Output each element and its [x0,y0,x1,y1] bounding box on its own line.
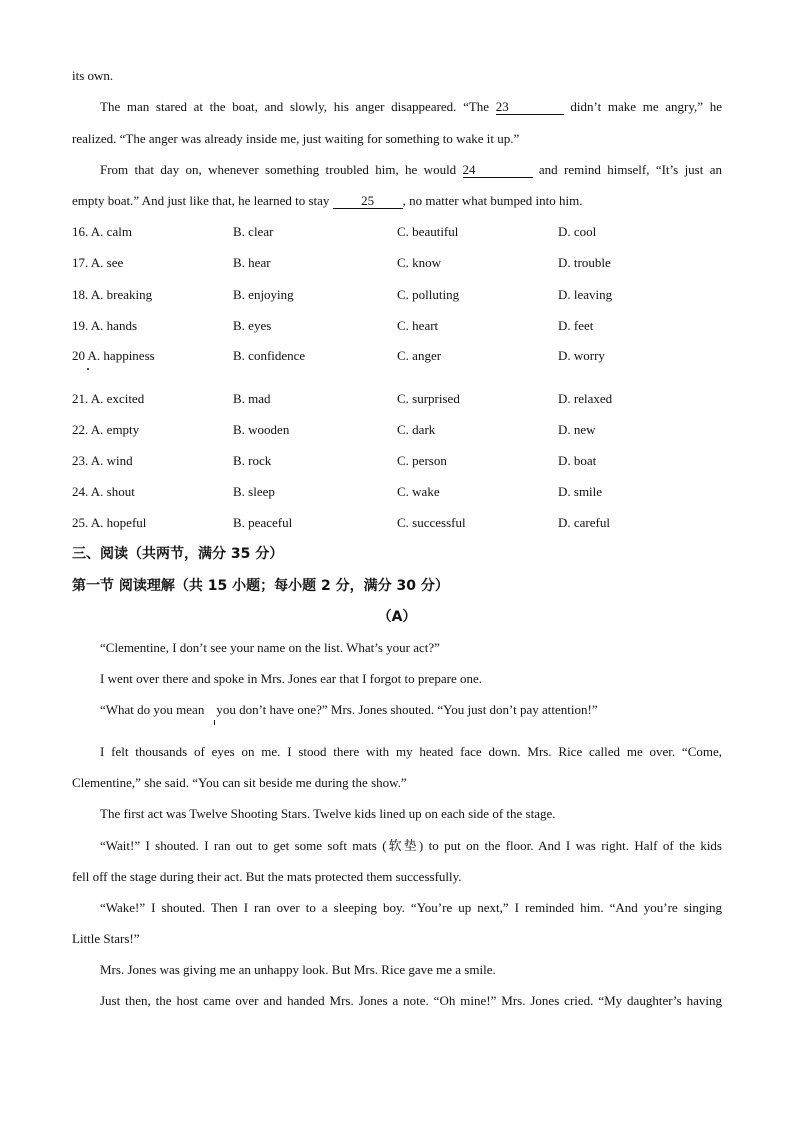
text-segment: empty boat.” And just like that, he learned to stay [72,193,333,208]
option-row [72,348,722,364]
option-row [72,287,722,303]
paragraph-line: Mrs. Jones was giving me an unhappy look. But Mrs. Rice gave me a smile. [100,962,496,977]
option-d: D. leaving [558,287,613,302]
paragraph-line: “Clementine, I don’t see your name on the list. What’s your act?” [100,640,440,655]
text-line: its own. [72,68,114,83]
option-d: D. boat [558,453,597,468]
text-segment: and remind himself, “It’s just an [532,162,722,177]
option-b: B. hear [233,255,271,270]
text-segment: “What do you mean [100,702,205,717]
blank-24: 24 [463,163,533,178]
paragraph-line: Clementine,” she said. “You can sit beside me during the show.” [72,775,407,790]
blank-25: 25 [333,194,403,209]
paragraph-line: “Wait!” I shouted. I ran out to get some soft mats (软垫) to put on the floor. And I was right. Half of the kids [100,838,722,853]
option-c: C. heart [397,318,439,333]
text-segment: From that day on, whenever something troubled him, he would [100,162,463,177]
option-a: 25. A. hopeful [72,515,147,530]
text-segment: The man stared at the boat, and slowly, his anger disappeared. “The [100,99,496,114]
option-b: B. confidence [233,348,306,363]
option-c: C. know [397,255,442,270]
option-row [72,422,722,438]
option-d: D. trouble [558,255,611,270]
option-b: B. mad [233,391,271,406]
option-a: 24. A. shout [72,484,135,499]
option-a: 19. A. hands [72,318,137,333]
option-row [72,391,722,407]
option-row [72,453,722,469]
blank-23: 23 [496,100,564,115]
option-c: C. beautiful [397,224,459,239]
option-d: D. worry [558,348,605,363]
paragraph-line: “Wake!” I shouted. Then I ran over to a sleeping boy. “You’re up next,” I reminded him. “And you’re singing [100,900,722,915]
paragraph-line: I went over there and spoke in Mrs. Jones ear that I forgot to prepare one. [100,671,483,686]
option-d: D. new [558,422,596,437]
paragraph-line: fell off the stage during their act. But the mats protected them successfully. [72,869,462,884]
option-c: C. anger [397,348,442,363]
option-a: 22. A. empty [72,422,140,437]
option-b: B. rock [233,453,272,468]
option-row [72,224,722,240]
option-b: B. enjoying [233,287,294,302]
text-segment: didn’t make me angry,” he [563,99,722,114]
paragraph-line [100,99,722,115]
option-d: D. careful [558,515,610,530]
option-d: D. cool [558,224,597,239]
option-row [72,318,722,334]
option-b: B. sleep [233,484,275,499]
paragraph-line: realized. “The anger was already inside me, just waiting for something to wake it up.” [72,131,520,146]
paragraph-line: I felt thousands of eyes on me. I stood there with my heated face down. Mrs. Rice called me over. “Come, [100,744,722,759]
option-b: B. eyes [233,318,272,333]
option-b: B. clear [233,224,274,239]
option-row [72,484,722,500]
section-subtitle: 第一节 阅读理解（共 15 小题；每小题 2 分，满分 30 分） [72,578,449,594]
option-b: B. peaceful [233,515,293,530]
option-d: D. feet [558,318,594,333]
option-a: 16. A. calm [72,224,132,239]
paragraph-line: Little Stars!” [72,931,140,946]
option-a: 21. A. excited [72,391,145,406]
option-c: C. surprised [397,391,460,406]
paragraph-line [72,193,722,209]
option-c: C. person [397,453,447,468]
stray-mark [214,720,215,725]
paragraph-line: The first act was Twelve Shooting Stars. Twelve kids lined up on each side of the stage. [100,806,556,821]
paragraph-line [100,702,722,718]
option-a: 17. A. see [72,255,124,270]
option-c: C. wake [397,484,440,499]
option-row [72,515,722,531]
option-c: C. polluting [397,287,460,302]
option-c: C. successful [397,515,466,530]
option-a: 20 A. happiness [72,348,155,363]
option-c: C. dark [397,422,436,437]
text-segment: you don’t have one?” Mrs. Jones shouted. “You just don’t pay attention!” [216,702,598,717]
passage-label: （A） [377,609,417,625]
section-title: 三、阅读（共两节，满分 35 分） [72,546,284,562]
option-a: 23. A. wind [72,453,133,468]
option-d: D. smile [558,484,603,499]
option-d: D. relaxed [558,391,613,406]
option-row [72,255,722,271]
option-b: B. wooden [233,422,290,437]
text-segment: , no matter what bumped into him. [402,193,583,208]
option-a: 18. A. breaking [72,287,153,302]
paragraph-line: Just then, the host came over and handed Mrs. Jones a note. “Oh mine!” Mrs. Jones cried. “My daughter’s having [100,993,722,1008]
paragraph-line [100,162,722,178]
stray-mark [87,368,89,370]
